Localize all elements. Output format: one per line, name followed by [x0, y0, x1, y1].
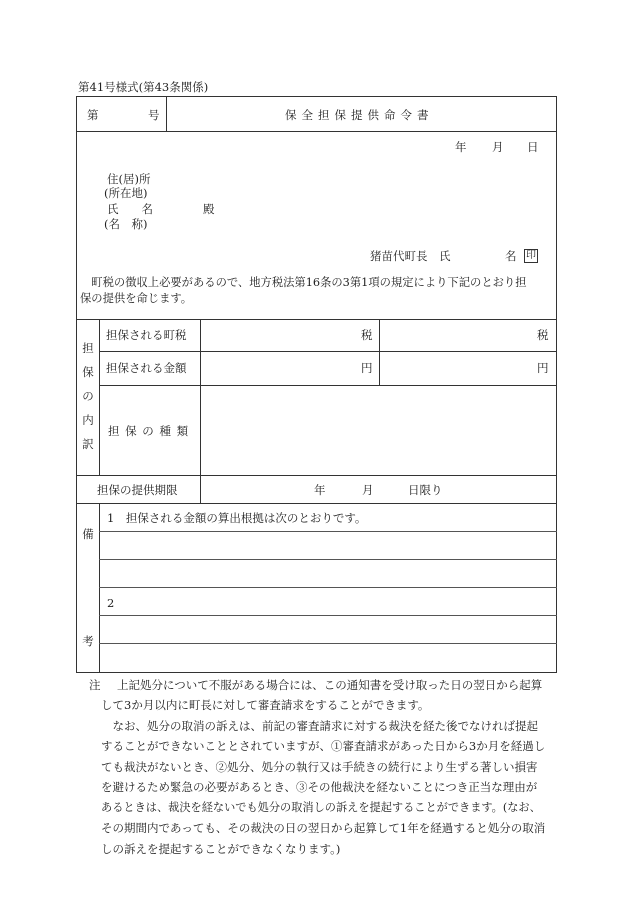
body-text-line2: 保の提供を命じます。: [80, 292, 193, 305]
deadline-divider: [200, 475, 201, 503]
remarks-label-top: 備: [82, 527, 94, 541]
location-label: (所在地): [104, 186, 148, 200]
honorific: 殿: [203, 202, 215, 216]
form-title: 保全担保提供命令書: [285, 108, 434, 122]
security-vlabel-2: 保: [82, 365, 94, 379]
deadline-suffix: 日限り: [408, 483, 443, 497]
tax-label: 担保される町税: [106, 328, 187, 342]
number-prefix: 第: [87, 108, 99, 122]
remarks-line-2: [99, 559, 557, 560]
notes-line-4: することができないこととされていますが、①審査請求があった日から3か月を経過し: [101, 739, 546, 753]
date-month: 月: [492, 140, 504, 154]
notes-line-6: を避けるため緊急の必要があるとき、③その他裁決を経ないことにつき正当な理由が: [101, 780, 538, 794]
address-label: 住(居)所: [107, 172, 151, 186]
name-label: 氏 名: [107, 202, 153, 216]
issuer-name-suffix: 名: [505, 249, 517, 263]
header-bottom: [76, 131, 557, 132]
security-type-label: 担 保 の 種 類: [108, 424, 190, 438]
security-bottom: [76, 475, 557, 476]
deadline-month: 月: [362, 483, 374, 497]
notes-line-3: なお、処分の取消の訴えは、前記の審査請求に対する裁決を経た後でなければ提起: [101, 719, 538, 733]
remarks-line-3: [99, 587, 557, 588]
amount-label: 担保される金額: [106, 361, 187, 375]
remarks-label-bottom: 考: [82, 634, 94, 648]
security-col-divider: [200, 319, 201, 475]
date-year: 年: [455, 140, 467, 154]
body-text-line1: 町税の徴収上必要があるので、地方税法第16条の3第1項の規定により下記のとおり担: [80, 276, 527, 289]
deadline-year: 年: [314, 483, 326, 497]
amount-unit-2: 円: [537, 361, 549, 375]
security-label-divider: [99, 319, 100, 475]
tax-row-bottom: [99, 351, 557, 352]
notes-prefix: 注: [89, 678, 101, 692]
security-mid-divider: [379, 319, 380, 385]
header-divider: [166, 96, 167, 132]
deadline-bottom: [76, 503, 557, 504]
remarks-line-1: [99, 531, 557, 532]
amount-row-bottom: [99, 385, 557, 386]
remarks-label-divider: [99, 503, 100, 673]
date-day: 日: [527, 140, 539, 154]
seal-mark: 印: [526, 250, 536, 261]
number-suffix: 号: [148, 108, 160, 122]
corp-name-label: (名 称): [104, 217, 148, 231]
security-vlabel-1: 担: [82, 341, 94, 355]
remarks-item-2: 2: [107, 596, 115, 610]
issuer-title: 猪苗代町長 氏: [370, 249, 451, 263]
frame-left: [76, 96, 77, 673]
security-top: [76, 319, 557, 320]
notes-line-2: して3か月以内に町長に対して審査請求をすることができます。: [101, 698, 430, 712]
remarks-item-1: 1 担保される金額の算出根拠は次のとおりです。: [107, 511, 367, 525]
remarks-line-5: [99, 643, 557, 644]
amount-unit-1: 円: [361, 361, 373, 375]
frame-bottom: [76, 672, 557, 673]
notes-line-9: しの訴えを提起することができなくなります。): [101, 842, 341, 856]
security-vlabel-3: の: [82, 389, 94, 403]
security-vlabel-5: 訳: [82, 437, 94, 451]
security-vlabel-4: 内: [82, 413, 94, 427]
remarks-line-4: [99, 615, 557, 616]
deadline-label: 担保の提供期限: [97, 483, 178, 497]
frame-top: [76, 96, 557, 97]
form-number: 第41号様式(第43条関係): [78, 80, 209, 94]
notes-line-8: その期間内であっても、その裁決の日の翌日から起算して1年を経過すると処分の取消: [101, 821, 546, 835]
tax-unit-2: 税: [537, 328, 549, 342]
tax-unit-1: 税: [361, 328, 373, 342]
notes-line-7: あるときは、裁決を経ないでも処分の取消しの訴えを提起することができます。(なお、: [101, 801, 541, 814]
notes-line-5: ても裁決がないとき、②処分、処分の執行又は手続きの続行により生ずる著しい損害: [101, 760, 538, 774]
notes-line-1: 上記処分について不服がある場合には、この通知書を受け取った日の翌日から起算: [117, 678, 543, 692]
